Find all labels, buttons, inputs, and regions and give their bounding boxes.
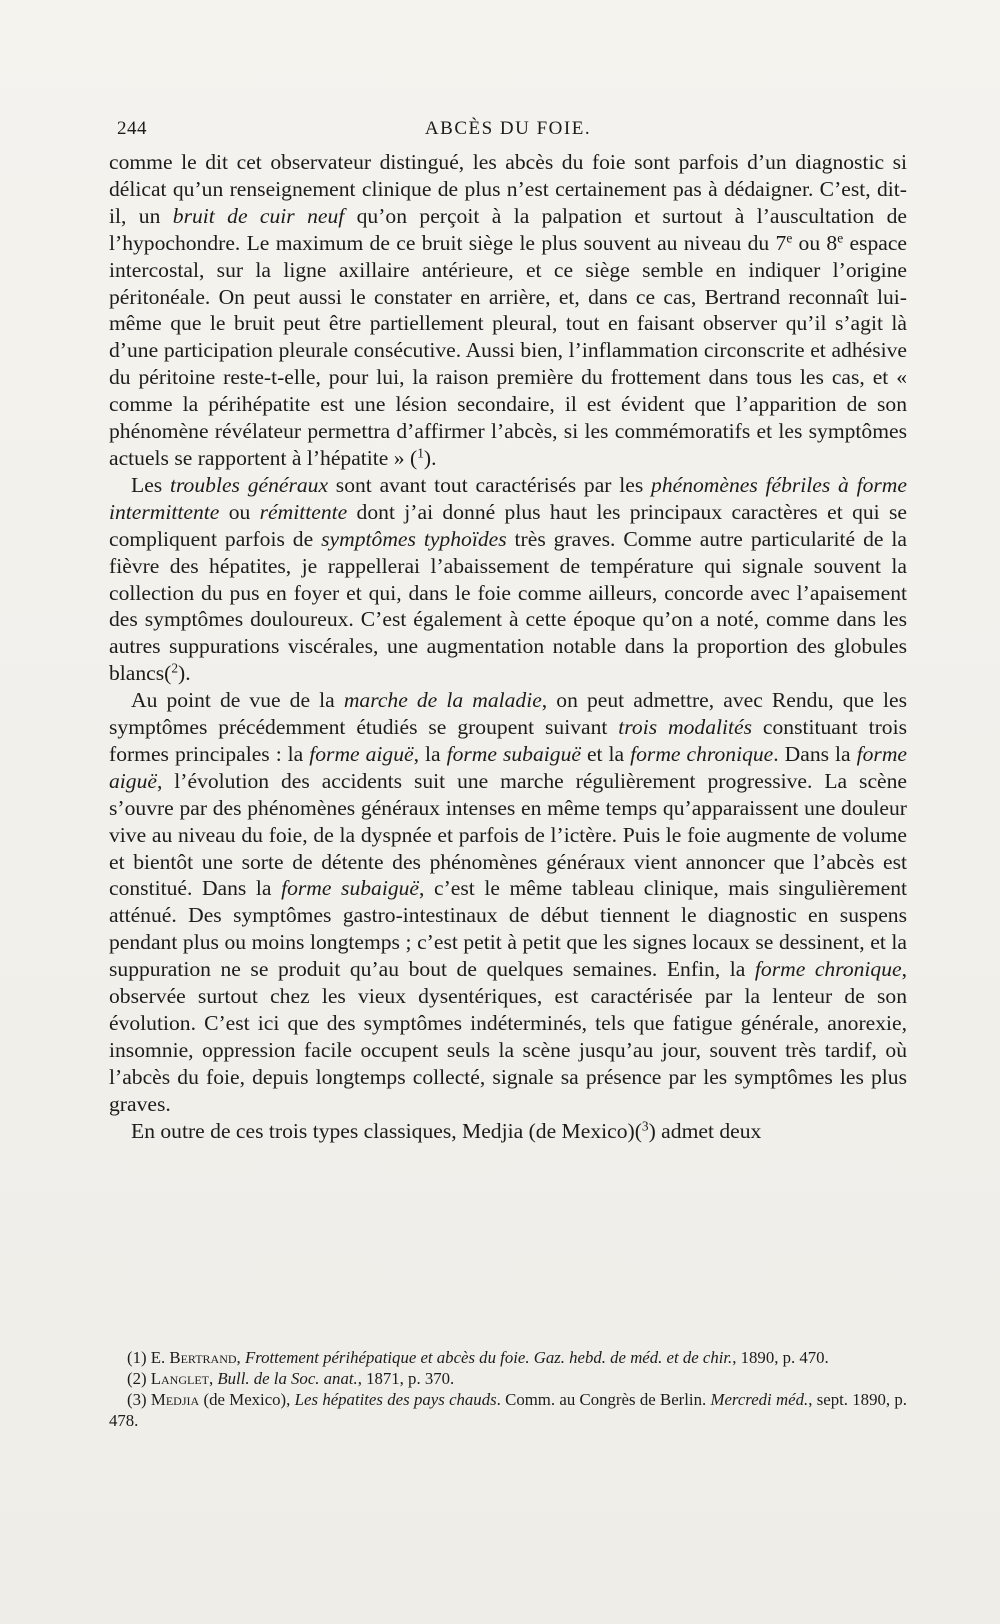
body-text [109, 149, 907, 1145]
page-number: 244 [117, 118, 147, 139]
paragraph: comme le dit cet observateur distingué, les abcès du foie sont parfois d’un diagnostic si délicat qu’un renseignement clinique de plus n’est certainement pas à dédaigner. C’est, dit-il, un bruit de cuir neuf qu’on perçoit à la palpation et surtout à l’auscultation de l’hypochondre. Le maximum de ce bruit siège le plus souvent au niveau du 7e ou 8e espace intercostal, sur la ligne axillaire antérieure, et ce siège semble en indiquer l’origine péritonéale. On peut aussi le constater en arrière, et, dans ce cas, Bertrand reconnaît lui-même que le bruit peut être partiellement pleural, tout en faisant observer qu’il s’agit là d’une participation pleurale consécutive. Aussi bien, l’inflammation circonscrite et adhésive du péritoine reste-t-elle, pour lui, la raison première du frottement dans tous les cas, et « comme la périhépatite est une lésion secondaire, il est évident que l’apparition de son phénomène révélateur permettra d’affirmer l’abcès, si les commémoratifs et les symptômes actuels se rapportent à l’hépatite » ($^1$). [109, 150, 908, 470]
footnote: (2) Langlet, Bull. de la Soc. anat., 1871, p. 370. [127, 1369, 455, 1388]
footnote-ref: 3 [641, 1118, 649, 1134]
paragraph: Les troubles généraux sont avant tout caractérisés par les phénomènes fébriles à forme intermittente ou rémittente dont j’ai donné plus haut les principaux caractères et qui se compliquent parfois de symptômes typhoïdes très graves. Comme autre particularité de la fièvre des hépatites, je rappellerai l’abaissement de température qui signale souvent la collection du pus en foyer et qui, dans le foie comme ailleurs, concorde avec l’apaisement des symptômes douloureux. C’est également à cette époque qu’on a noté, comme dans les autres suppurations viscérales, une augmentation notable dans la proportion des globules blancs($^2$). [109, 472, 908, 686]
footnotes [109, 1347, 907, 1431]
paragraph: En outre de ces trois types classiques, Medjia (de Mexico)($^3$) admet deux [131, 1118, 762, 1143]
footnote: (1) E. Bertrand, Frottement périhépatique et abcès du foie. Gaz. hebd. de méd. et de chir., 1890, p. 470. [127, 1348, 829, 1367]
footnote-ref: 1 [417, 445, 424, 461]
paragraph: Au point de vue de la marche de la maladie, on peut admettre, avec Rendu, que les symptômes précédemment étudiés se groupent suivant trois modalités constituant trois formes principales : la forme aiguë, la forme subaiguë et la forme chronique. Dans la forme aiguë, l’évolution des accidents suit une marche régulièrement progressive. La scène s’ouvre par des phénomènes généraux intenses en même temps qu’apparaissent une douleur vive au niveau du foie, de la dyspnée et parfois de l’ictère. Puis le foie augmente de volume et bientôt une sorte de détente des phénomènes généraux vient annoncer que l’abcès est constitué. Dans la forme subaiguë, c’est le même tableau clinique, mais singulièrement atténué. Des symptômes gastro-intestinaux de début tiennent le diagnostic en suspens pendant plus ou moins longtemps ; c’est petit à petit que les signes locaux se dessinent, et la suppuration ne se produit qu’au bout de quelques semaines. Enfin, la forme chronique, observée surtout chez les vieux dysentériques, est caractérisée par la lenteur de son évolution. C’est ici que des symptômes indéterminés, tels que fatigue générale, anorexie, insomnie, oppression facile occupent seuls la scène jusqu’au jour, souvent très tardif, où l’abcès du foie, depuis longtemps collecté, signale sa présence par les symptômes les plus graves. [109, 688, 908, 1116]
running-title: ABCÈS DU FOIE. [424, 118, 592, 139]
footnote: (3) Medjia (de Mexico), Les hépatites des pays chauds. Comm. au Congrès de Berlin. Mercredi méd., sept. 1890, p. 478. [109, 1390, 907, 1430]
footnote-ref: 2 [171, 660, 179, 676]
page-header [112, 118, 904, 144]
